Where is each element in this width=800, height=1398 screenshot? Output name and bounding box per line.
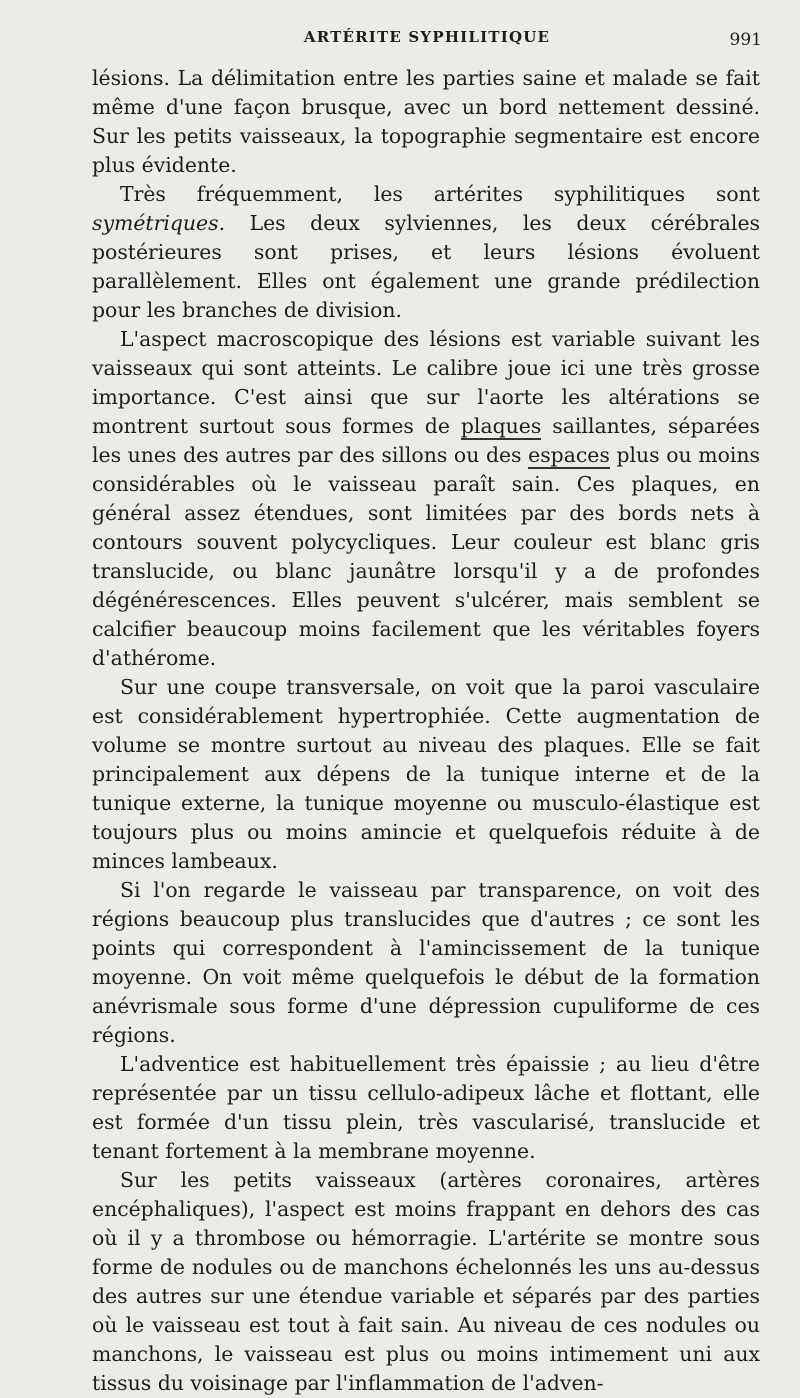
paragraph-3-text-before: L'aspect macroscopique des lésions est variable suivant les vaisseaux qui sont atteints. Le calibre joue ici une très grosse importance. C'est ainsi que sur l'aorte les altérations se montrent surtout sous formes de — [92, 327, 760, 438]
paragraph-7-text: Sur les petits vaisseaux (artères coronaires, artères encéphaliques), l'aspect est moins frappant en dehors des cas où il y a thrombose ou hémorragie. L'artérite se montre sous forme de nodules ou de manchons échelonnés les uns au-dessus des autres sur une étendue variable et séparés par des parties où le vaisseau est tout à fait sain. Au niveau de ces nodules ou manchons, le vaisseau est plus ou moins intimement uni aux tissus du voisinage par l'inflammation de l'adven- — [92, 1168, 760, 1395]
paragraph-3 — [92, 325, 760, 673]
running-title: ARTÉRITE SYPHILITIQUE — [303, 28, 551, 46]
paragraph-5 — [92, 876, 760, 1050]
paragraph-6 — [92, 1050, 760, 1166]
body-text — [92, 64, 760, 1398]
paragraph-4 — [92, 673, 760, 876]
page-number: 991 — [729, 30, 762, 50]
paragraph-1 — [92, 64, 760, 180]
paragraph-3-text-mid: saillantes, séparées les unes des autres par des sillons ou des — [92, 414, 760, 467]
paragraph-6-text: L'adventice est habituellement très épaissie ; au lieu d'être représentée par un tissu cellulo-adipeux lâche et flottant, elle est formée d'un tissu plein, très vascularisé, translucide et tenant fortement à la membrane moyenne. — [92, 1052, 760, 1163]
paragraph-3-text-after: plus ou moins considérables où le vaisseau paraît sain. Ces plaques, en général assez étendues, sont limitées par des bords nets à contours souvent polycycliques. Leur couleur est blanc gris translucide, ou blanc jaunâtre lorsqu'il y a de profondes dégénérescences. Elles peuvent s'ulcérer, mais semblent se calcifier beaucoup moins facilement que les véritables foyers d'athérome. — [92, 443, 760, 670]
paragraph-7 — [92, 1166, 760, 1398]
underlined-word-espaces: espaces — [528, 443, 610, 467]
underlined-word-plaques: plaques — [460, 414, 542, 438]
paragraph-2-text-after: Les deux sylviennes, les deux cérébrales postérieures sont prises, et leurs lésions évoluent parallèlement. Elles ont également une grande prédilection pour les branches de division. — [92, 211, 760, 322]
running-head — [92, 28, 762, 56]
paragraph-5-text: Si l'on regarde le vaisseau par transparence, on voit des régions beaucoup plus translucides que d'autres ; ce sont les points qui correspondent à l'amincissement de la tunique moyenne. On voit même quelquefois le début de la formation anévrismale sous forme d'une dépression cupuliforme de ces régions. — [92, 878, 760, 1047]
paragraph-2 — [92, 180, 760, 325]
paragraph-2-text-before: Très fréquemment, les artérites syphilitiques sont — [120, 182, 760, 206]
paragraph-2-emphasis: symétriques. — [92, 211, 226, 235]
paragraph-1-text: lésions. La délimitation entre les parties saine et malade se fait même d'une façon brusque, avec un bord nettement dessiné. Sur les petits vaisseaux, la topographie segmentaire est encore plus évidente. — [92, 66, 760, 177]
paragraph-4-text: Sur une coupe transversale, on voit que la paroi vasculaire est considérablement hypertrophiée. Cette augmentation de volume se montre surtout au niveau des plaques. Elle se fait principalement aux dépens de la tunique interne et de la tunique externe, la tunique moyenne ou musculo-élastique est toujours plus ou moins amincie et quelquefois réduite à de minces lambeaux. — [92, 675, 760, 873]
